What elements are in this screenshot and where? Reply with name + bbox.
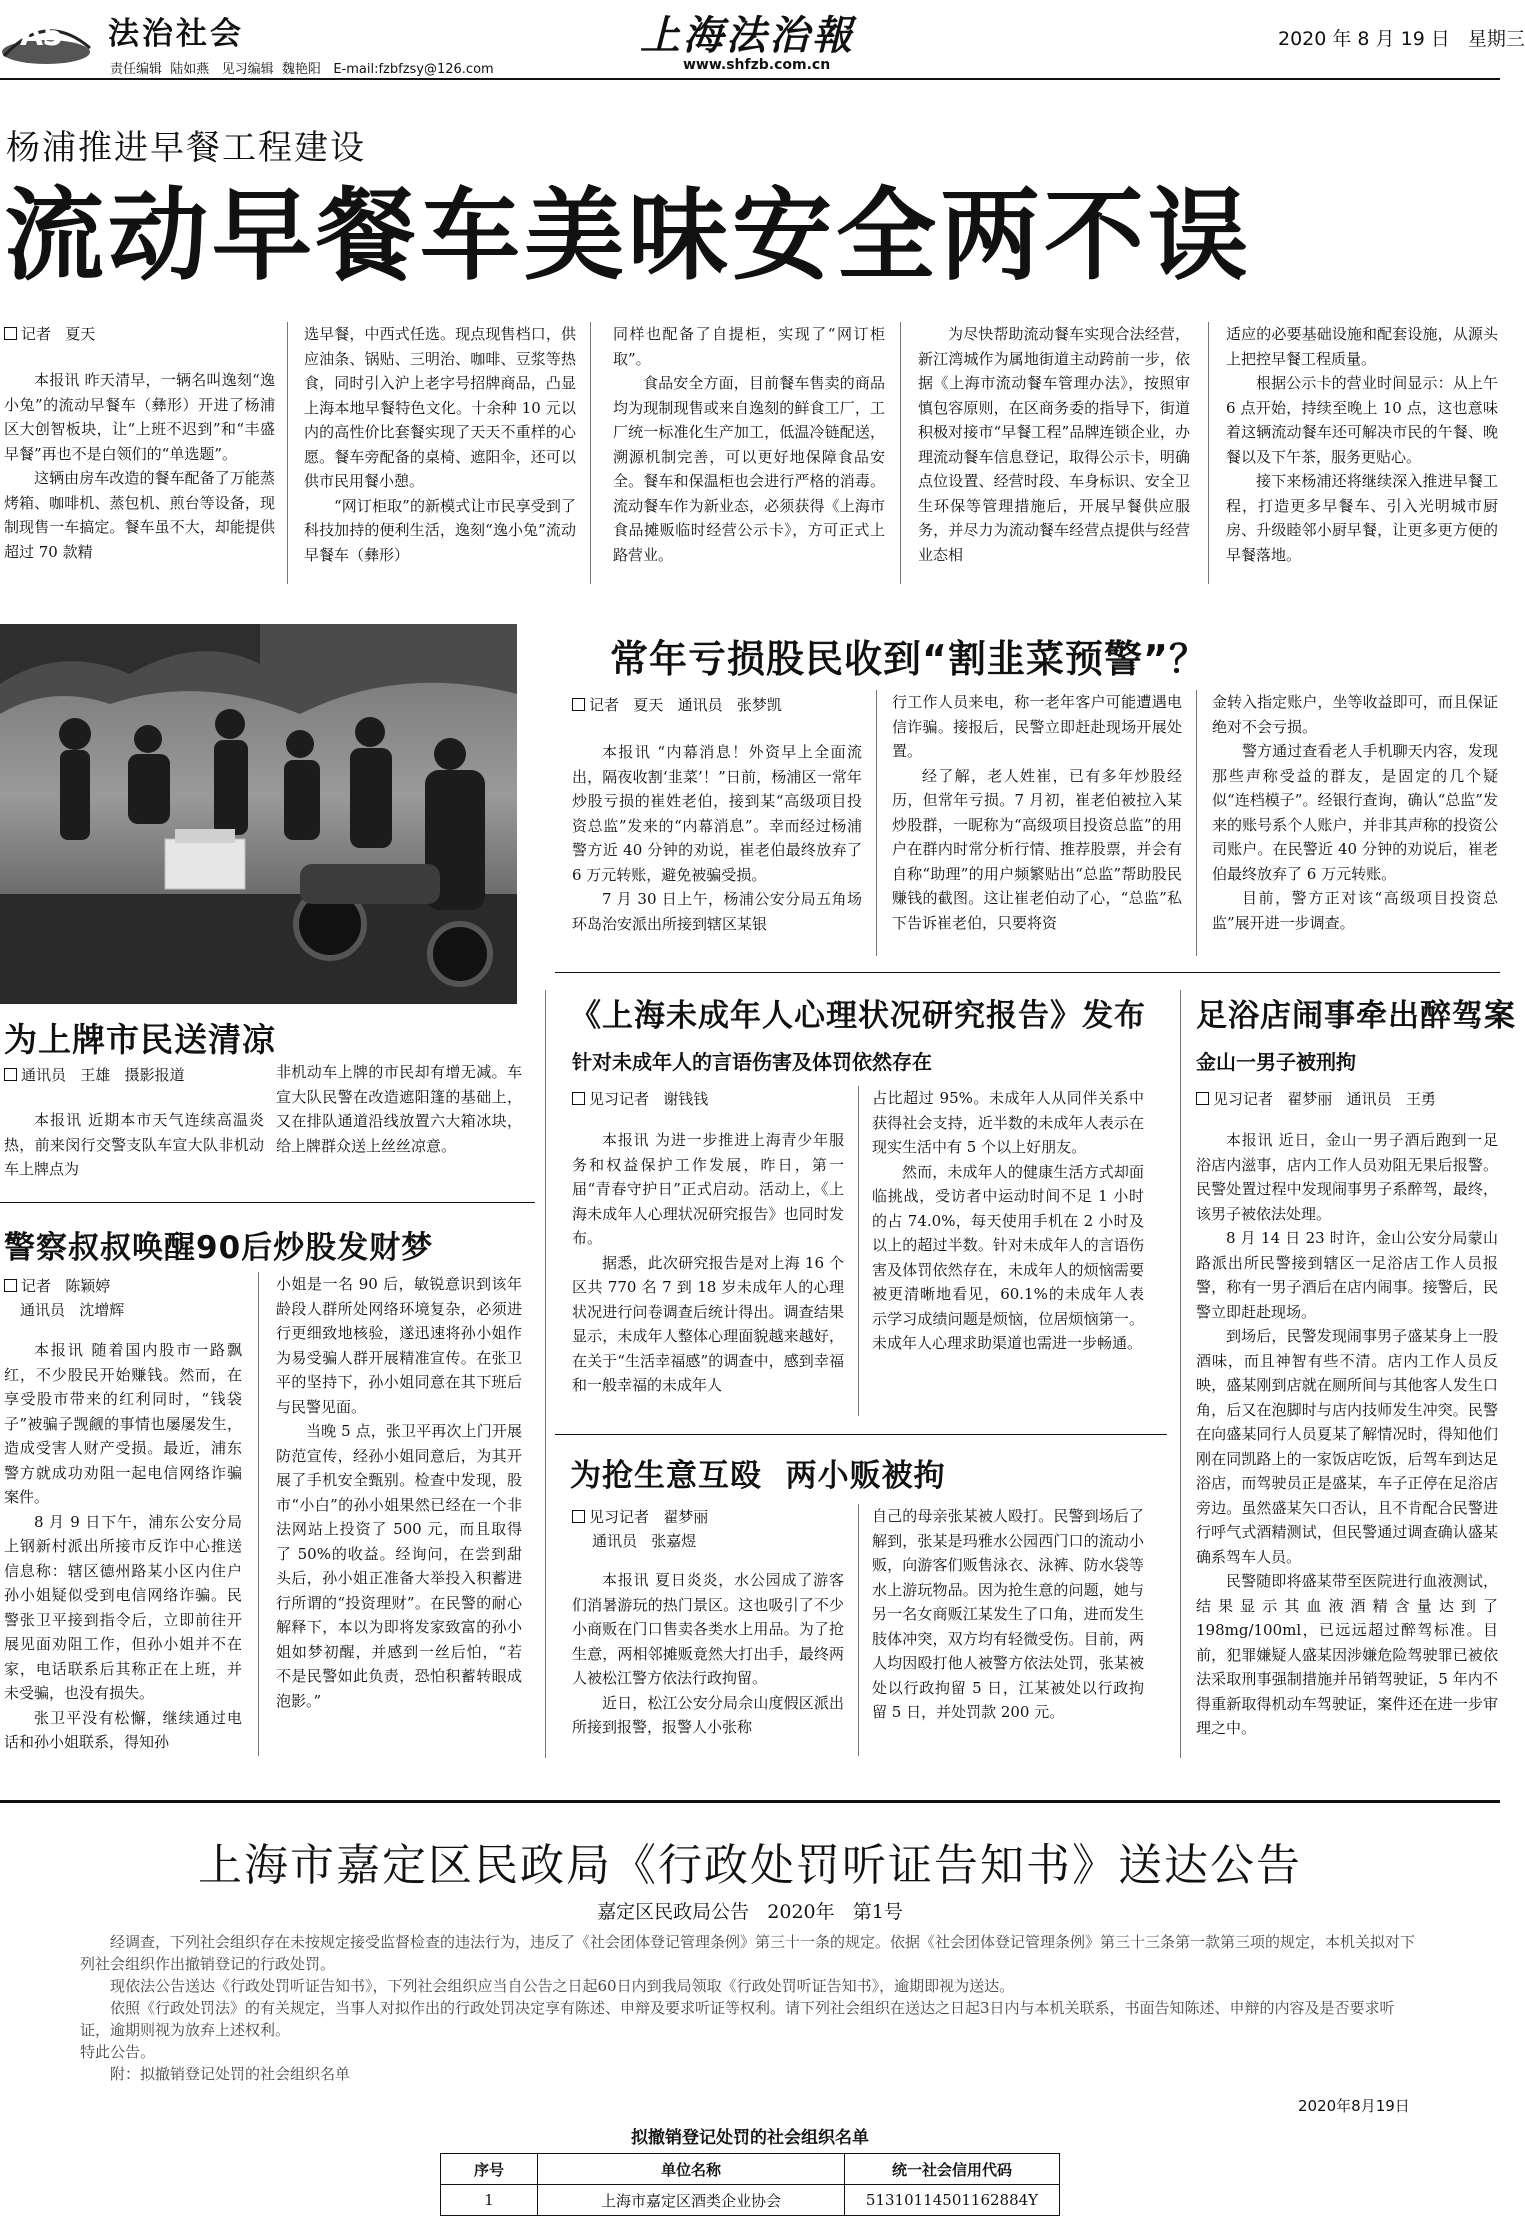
paragraph: 本报讯 昨天清早，一辆名叫逸刻“逸小兔”的流动早餐车（彝形）开进了杨浦区大创智板块，让“上班不迟到”和“丰盛早餐”再也不是白领们的“单选题”。 [4,371,275,463]
vendors-article-byline-2: 通讯员 张嘉煜 [592,1532,697,1550]
notice-subtitle: 嘉定区民政局公告 2020年 第1号 [597,1901,903,1923]
paragraph: 选早餐，中西式任选。现点现售档口，供应油条、锅贴、三明治、咖啡、豆浆等热食，同时引入沪上老字号招牌商品，凸显上海本地早餐特色文化。十余种 10 元以内的高性价比套餐实现了天天不重样的心愿。餐车旁配备的桌椅、遮阳伞，还可以供市民用餐小憩。 [304,325,576,490]
chives-article-column-1 [572,740,862,960]
vendors-article-column-1 [572,1568,844,1758]
spa-article-subheadline: 金山一男子被刑拘 [1196,1050,1356,1074]
public-notice [0,1800,1500,2232]
stock-article-column-2 [276,1272,522,1758]
notice-paragraph: 特此公告。 [80,2043,156,2061]
paragraph: 非机动车上牌的市民却有增无减。车宣大队民警在改造遮阳篷的基础上，又在排队通道沿线放置六大箱冰块，给上牌群众送上丝丝凉意。 [276,1063,522,1155]
minors-article-byline: 见习记者 谢钱钱 [572,1088,708,1109]
notice-title: 上海市嘉定区民政局《行政处罚听证告知书》送达公告 [198,1840,1302,1891]
section-rule [0,1202,535,1203]
table-cell: 51310114501162884Y [845,2185,1060,2216]
stock-article-byline-2: 通讯员 沈增辉 [20,1301,125,1319]
masthead-rule [0,78,1500,80]
spa-article-headline: 足浴店闹事牵出醉驾案 [1196,998,1516,1034]
paragraph: 行工作人员来电，称一老年客户可能遭遇电信诈骗。接报后，民警立即赶赴现场开展处置。 [892,693,1182,760]
table-header-cell: 统一社会信用代码 [845,2154,1060,2185]
chives-article-column-2 [892,690,1182,958]
photo-story-column-1 [4,1108,264,1188]
paragraph: 近日，松江公安分局佘山度假区派出所接到报警，报警人小张称 [572,1693,844,1736]
section-rule [555,972,1500,973]
notice-date: 2020年8月19日 [1298,2097,1410,2115]
paragraph: 目前，警方正对该“高级项目投资总监”展开进一步调查。 [1212,889,1498,932]
notice-paragraph: 经调查，下列社会组织存在未按规定接受监督检查的违法行为，违反了《社会团体登记管理条例》第三十一条的规定。依据《社会团体登记管理条例》第三十三条第一款第三项的规定，本机关拟对下列社会组织作出撤销登记的行政处罚。 [80,1933,1416,1973]
paragraph: 这辆由房车改造的餐车配备了万能蒸烤箱、咖啡机、蒸包机、煎台等设备，现制现售一车搞定。餐车虽不大，却能提供超过 70 款精 [4,469,275,561]
paragraph: 金转入指定账户，坐等收益即可，而且保证绝对不会亏损。 [1212,693,1498,736]
paragraph: 自己的母亲张某被人殴打。民警到场后了解到，张某是玛雅水公园西门口的流动小贩，向游客们贩售泳衣、泳裤、防水袋等水上游玩物品。因为抢生意的问题，她与另一名女商贩江某发生了口角，进而发生肢体冲突，双方均有轻微受伤。目前，两人均因殴打他人被警方依法处罚，张某被处以行政拘留 5 日，江某被处以行政拘留 5 日，并处罚款 200 元。 [872,1507,1144,1721]
section-rule [555,1434,1167,1435]
masthead [0,0,1525,78]
table-header-cell: 单位名称 [538,2154,845,2185]
notice-paragraph: 依照《行政处罚法》的有关规定，当事人对拟作出的行政处罚决定享有陈述、申辩及要求听证等权利。请下列社会组织在送达之日起3日内与本机关联系，书面告知陈述、申辩的内容及是否要求听证，逾期则视为放弃上述权利。 [80,1999,1395,2039]
paragraph: 7 月 30 日上午，杨浦公安分局五角场环岛治安派出所接到辖区某银 [572,890,862,933]
paragraph: 同样也配备了自提柜，实现了“网订柜取”。 [613,325,885,368]
paragraph: 本报讯 为进一步推进上海青少年服务和权益保护工作发展，昨日，第一届“青春守护日”正式启动。活动上，《上海未成年人心理状况研究报告》也同时发布。 [572,1131,844,1247]
notice-body [80,1931,1420,2085]
paragraph: 本报讯 “内幕消息！外资早上全面流出，隔夜收割‘韭菜’！”日前，杨浦区一常年炒股亏损的崔姓老伯，接到某“高级项目投资总监”发来的“内幕消息”。幸而经过杨浦警方近 40 分钟的劝说，崔老伯最终放弃了 6 万元转账，避免被骗受损。 [572,743,862,884]
paragraph: 本报讯 随着国内股市一路飘红，不少股民开始赚钱。然而，在享受股市带来的红利同时，“钱袋子”被骗子觊觎的事情也屡屡发生，造成受害人财产受损。最近，浦东警方就成功劝阻一起电信网络诈骗案件。 [4,1341,242,1506]
paragraph: 8 月 14 日 23 时许，金山公安分局蒙山路派出所民警接到辖区一足浴店工作人员报警，称有一男子酒后在店内闹事。接警后，民警立即赶赴现场。 [1196,1229,1498,1321]
photo-story-column-2 [276,1060,522,1188]
column-divider [858,1504,859,1756]
paragraph: 当晚 5 点，张卫平再次上门开展防范宣传，经孙小姐同意后，为其开展了手机安全甄别。检查中发现，股市“小白”的孙小姐果然已经在一个非法网站上投资了 500 元，而且取得了 50%的收益。经询问，在尝到甜头后，孙小姐正准备大举投入积蓄进行所谓的“投资理财”。在民警的耐心解释下，本以为即将发家致富的孙小姐如梦初醒，并感到一丝后怕，“若不是民警如此负责，恐怕积蓄转眼成泡影。” [276,1422,522,1710]
paragraph: 根据公示卡的营业时间显示：从上午 6 点开始，持续至晚上 10 点，这也意味着这辆流动餐车还可解决市民的午餐、晚餐以及下午茶，服务更贴心。 [1226,374,1498,466]
table-header-cell: 序号 [441,2154,538,2185]
notice-paragraph: 现依法公告送达《行政处罚听证告知书》，下列社会组织应当自公告之日起60日内到我局领取《行政处罚听证告知书》，逾期即视为送达。 [110,1977,1015,1995]
section-divider [545,990,546,1758]
column-divider [900,322,901,584]
notice-table [440,2153,1060,2216]
lead-byline: 记者 夏天 [4,323,95,344]
stock-article-headline: 警察叔叔唤醒90后炒股发财梦 [4,1230,434,1266]
paragraph: 8 月 9 日下午，浦东公安分局上钢新村派出所接市反诈中心推送信息称：辖区德州路某小区内住户孙小姐疑似受到电信网络诈骗。民警张卫平接到指令后，立即前往开展见面劝阻工作，但孙小姐并不在家，电话联系后其称正在上班，并未受骗，也没有损失。 [4,1512,242,1702]
paragraph: 本报讯 近日，金山一男子酒后跑到一足浴店内滋事，店内工作人员劝阻无果后报警。民警处置过程中发现闹事男子系醉驾，最终，该男子被依法处理。 [1196,1131,1498,1223]
paragraph: 食品安全方面，目前餐车售卖的商品均为现制现售或来自逸刻的鲜食工厂，工厂统一标准化生产加工，低温冷链配送，溯源机制完善，可以更好地保障食品安全。餐车和保温柜也会进行严格的消毒。流动餐车作为新业态，必须获得《上海市食品摊贩临时经营公示卡》，方可正式上路营业。 [613,374,885,564]
table-cell: 1 [441,2185,538,2216]
editors-line: 责任编辑 陆如燕 见习编辑 魏艳阳 E-mail:fzbfzsy@126.com [110,62,494,77]
stock-article-byline: 记者 陈颖婷 [4,1275,110,1296]
lead-column-3 [613,322,885,586]
paragraph: 小姐是一名 90 后，敏锐意识到该年龄段人群所处网络环境复杂，必须进行更细致地核验，遂迅速将孙小姐作为易受骗人群开展精准宣传。在张卫平的坚持下，孙小姐同意在其下班后与民警见面。 [276,1275,522,1416]
paragraph: 经了解，老人姓崔，已有多年炒股经历，但常年亏损。7 月初，崔老伯被拉入某炒股群，一昵称为“高级项目投资总监”的用户在群内时常分析行情、推荐股票，并会有自称“助理”的用户频繁贴出“总监”帮助股民赚钱的截图。这让崔老伯动了心，“总监”私下告诉崔老伯，只要将资 [892,766,1182,932]
spa-article-column [1196,1128,1498,1758]
table-header-row [441,2154,1060,2185]
paragraph: 据悉，此次研究报告是对上海 16 个区共 770 名 7 到 18 岁未成年人的心理状况进行问卷调查后统计得出。调查结果显示，未成年人整体心理面貌越来越好，在关于“生活幸福感”的调查中，感到幸福和一般幸福的未成年人 [572,1253,844,1394]
paragraph: 张卫平没有松懈，继续通过电话和孙小姐联系，得知孙 [4,1708,242,1751]
paragraph: 适应的必要基础设施和配套设施，从源头上把控早餐工程质量。 [1226,325,1498,368]
lead-column-4 [918,322,1190,586]
issue-date: 2020 年 8 月 19 日 星期三 [1278,28,1525,50]
paragraph: 为尽快帮助流动餐车实现合法经营，新江湾城作为属地街道主动跨前一步，依据《上海市流动餐车管理办法》，按照审慎包容原则，在区商务委的指导下，街道积极对接市“早餐工程”品牌连锁企业，办理流动餐车信息登记，取得公示卡，明确点位设置、经营时段、车身标识、安全卫生环保等管理措施后，开展早餐供应服务，并尽力为流动餐车经营点提供与经营业态相 [918,325,1190,564]
photo-story-headline: 为上牌市民送清凉 [4,1020,276,1059]
website: www.shfzb.com.cn [683,57,831,73]
page-badge: A5 [20,18,63,53]
minors-article-column-2 [872,1086,1144,1420]
notice-table-title: 拟撤销登记处罚的社会组织名单 [631,2128,869,2148]
vendors-article-byline: 见习记者 翟梦丽 [572,1506,708,1527]
column-divider [258,1272,259,1756]
paragraph: 警方通过查看老人手机聊天内容，发现那些声称受益的群友，是固定的几个疑似“连档模子”。经银行查询，确认“总监”发来的账号系个人账户，并非其声称的投资公司账户。在民警近 40 分钟的劝说后，崔老伯最终放弃了 6 万元转账。 [1212,742,1498,883]
vendors-article-headline: 为抢生意互殴 两小贩被拘 [570,1458,946,1494]
section-divider [1180,990,1181,1758]
paragraph: 民警随即将盛某带至医院进行血液测试，结果显示其血液酒精含量达到了 198mg/100ml，已远远超过醉驾标准。目前，犯罪嫌疑人盛某因涉嫌危险驾驶罪已被依法采取刑事强制措施并吊销驾驶证，5 年内不得重新取得机动车驾驶证，案件还在进一步审理之中。 [1196,1572,1498,1737]
column-divider [876,690,877,956]
paragraph: 到场后，民警发现闹事男子盛某身上一股酒味，而且神智有些不清。店内工作人员反映，盛某刚到店就在厕所间与其他客人发生口角，后又在泡脚时与店内技师发生冲突。民警在向盛某同行人员夏某了解情况时，得知他们刚在同凯路上的一家饭店吃饭，后驾车到达足浴店，而驾驶员正是盛某，车子正停在足浴店旁边。虽然盛某矢口否认，且不肯配合民警进行呼气式酒精测试，但民警通过调查确认盛某确系驾车人员。 [1196,1327,1498,1566]
column-divider [1196,690,1197,956]
column-divider [858,1086,859,1416]
minors-article-headline: 《上海未成年人心理状况研究报告》发布 [570,998,1146,1034]
minors-article-column-1 [572,1128,844,1420]
paragraph: 本报讯 夏日炎炎，水公园成了游客们消暑游玩的热门景区。这也吸引了不少小商贩在门口售卖各类水上用品。为了抢生意，两相邻摊贩竟然大打出手，最终两人被松江警方依法行政拘留。 [572,1571,844,1687]
paragraph: 然而，未成年人的健康生活方式却面临挑战，受访者中运动时间不足 1 小时的占 74.0%，每天使用手机在 2 小时及以上的超过半数。针对未成年人的言语伤害及体罚依然存在，未成年人的烦恼需要被更清晰地看见，60.1%的未成年人表示学习成绩问题是烦恼，位居烦恼第一。未成年人心理求助渠道也需进一步畅通。 [872,1162,1144,1352]
lead-column-2 [304,322,576,586]
column-divider [1208,322,1209,584]
column-divider [287,322,288,584]
table-row [441,2185,1060,2216]
chives-article-headline: 常年亏损股民收到“割韭菜预警”？ [610,637,1208,681]
column-divider [590,322,591,584]
chives-article-column-3 [1212,690,1498,958]
stock-article-column-1 [4,1338,242,1758]
paragraph: “网订柜取”的新模式让市民享受到了科技加持的便利生活，逸刻“逸小兔”流动早餐车（彝形） [304,496,576,564]
table-cell: 上海市嘉定区酒类企业协会 [538,2185,845,2216]
chives-article-byline: 记者 夏天 通讯员 张梦凯 [572,694,782,715]
lead-headline: 流动早餐车美味安全两不误 [4,177,1252,294]
news-photo [0,624,517,1004]
lead-kicker: 杨浦推进早餐工程建设 [6,128,366,168]
vendors-article-column-2 [872,1504,1144,1758]
paper-name: 上海法治報 [640,12,855,59]
paragraph: 本报讯 近期本市天气连续高温炎热，前来闵行交警支队车宣大队非机动车上牌点为 [4,1111,264,1178]
paragraph: 接下来杨浦还将继续深入推进早餐工程，打造更多早餐车、引入光明城市厨房、升级睦邻小厨早餐，让更多更方便的早餐落地。 [1226,472,1498,564]
section-name: 法治社会 [108,16,244,52]
spa-article-byline: 见习记者 翟梦丽 通讯员 王勇 [1196,1088,1436,1109]
paragraph: 占比超过 95%。未成年人从同伴关系中获得社会支持，近半数的未成年人表示在现实生活中有 5 个以上好朋友。 [872,1089,1144,1156]
notice-paragraph: 附：拟撤销登记处罚的社会组织名单 [110,2065,351,2083]
lead-column-5 [1226,322,1498,586]
photo-story-byline: 通讯员 王雄 摄影报道 [4,1064,185,1085]
lead-column-1 [4,368,275,588]
minors-article-subheadline: 针对未成年人的言语伤害及体罚依然存在 [572,1050,932,1074]
